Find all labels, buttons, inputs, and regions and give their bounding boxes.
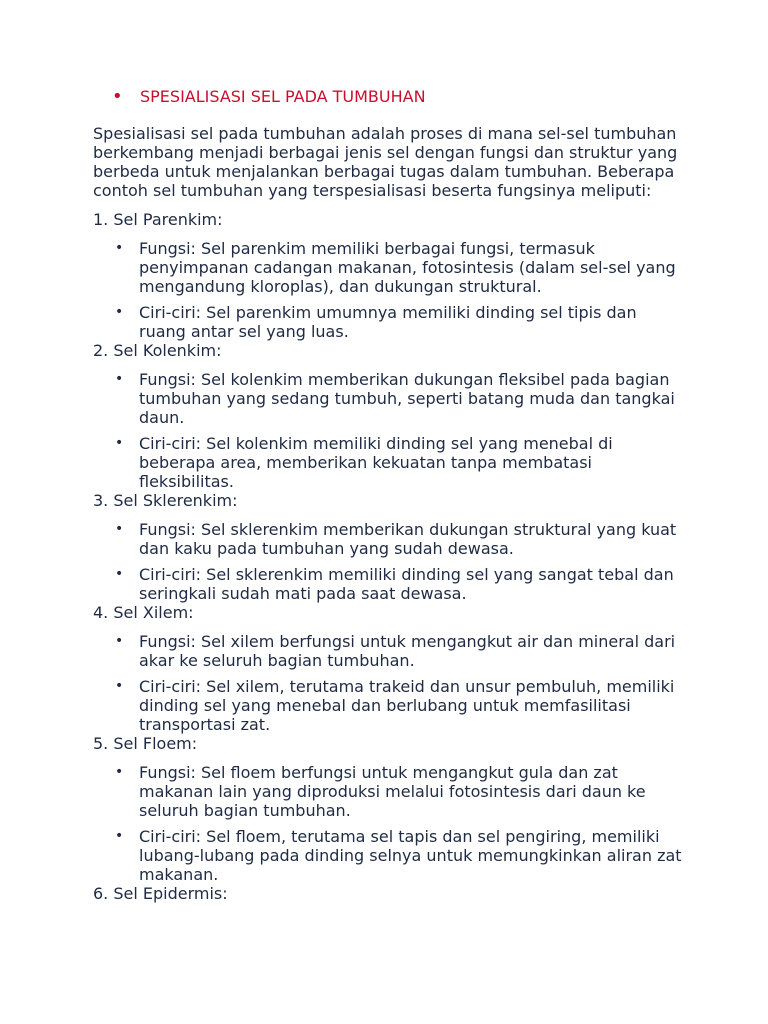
section-items [93,763,683,884]
list-item: • Ciri-ciri: Sel floem, terutama sel tapis dan sel pengiring, memiliki lubang-lubang pada dinding selnya untuk memungkinkan aliran zat makanan. [93,827,683,884]
section-title: 4. Sel Xilem: [93,603,194,622]
list-item: • Fungsi: Sel floem berfungsi untuk mengangkut gula dan zat makanan lain yang diproduksi melalui fotosintesis dari daun ke seluruh bagian tumbuhan. [93,763,683,820]
section-kolenkim [93,341,683,491]
document-content [93,124,683,913]
section-items [93,632,683,734]
section-title: 6. Sel Epidermis: [93,884,228,903]
section-title: 1. Sel Parenkim: [93,210,223,229]
section-items [93,370,683,491]
list-item: • Ciri-ciri: Sel kolenkim memiliki dinding sel yang menebal di beberapa area, memberikan kekuatan tanpa membatasi fleksibilitas. [93,434,683,491]
list-item: • Ciri-ciri: Sel xilem, terutama trakeid dan unsur pembuluh, memiliki dinding sel yang menebal dan berlubang untuk memfasilitasi transportasi zat. [93,677,683,734]
section-title: 3. Sel Sklerenkim: [93,491,238,510]
cell-type-list [93,210,683,903]
intro-paragraph: Spesialisasi sel pada tumbuhan adalah proses di mana sel-sel tumbuhan berkembang menjadi berbagai jenis sel dengan fungsi dan struktur yang berbeda untuk menjalankan berbagai tugas dalam tumbuhan. Beberapa contoh sel tumbuhan yang terspesialisasi beserta fungsinya meliputi: [93,124,678,200]
list-item: • Fungsi: Sel parenkim memiliki berbagai fungsi, termasuk penyimpanan cadangan makanan, fotosintesis (dalam sel-sel yang mengandung kloroplas), dan dukungan struktural. [93,239,683,296]
section-items [93,239,683,341]
list-item: • Fungsi: Sel xilem berfungsi untuk mengangkut air dan mineral dari akar ke seluruh bagian tumbuhan. [93,632,683,670]
list-item: • Ciri-ciri: Sel sklerenkim memiliki dinding sel yang sangat tebal dan seringkali sudah mati pada saat dewasa. [93,565,683,603]
section-floem [93,734,683,884]
section-xilem [93,603,683,734]
section-sklerenkim [93,491,683,603]
section-epidermis [93,884,683,903]
section-items [93,520,683,603]
heading-bullet-icon: • [112,86,123,107]
section-title: 5. Sel Floem: [93,734,198,753]
section-title: 2. Sel Kolenkim: [93,341,222,360]
page-heading: SPESIALISASI SEL PADA TUMBUHAN [140,87,426,106]
list-item: • Ciri-ciri: Sel parenkim umumnya memiliki dinding sel tipis dan ruang antar sel yang luas. [93,303,683,341]
heading-row [112,86,426,108]
list-item: • Fungsi: Sel kolenkim memberikan dukungan fleksibel pada bagian tumbuhan yang sedang tumbuh, seperti batang muda dan tangkai daun. [93,370,683,427]
section-parenkim [93,210,683,341]
list-item: • Fungsi: Sel sklerenkim memberikan dukungan struktural yang kuat dan kaku pada tumbuhan yang sudah dewasa. [93,520,683,558]
